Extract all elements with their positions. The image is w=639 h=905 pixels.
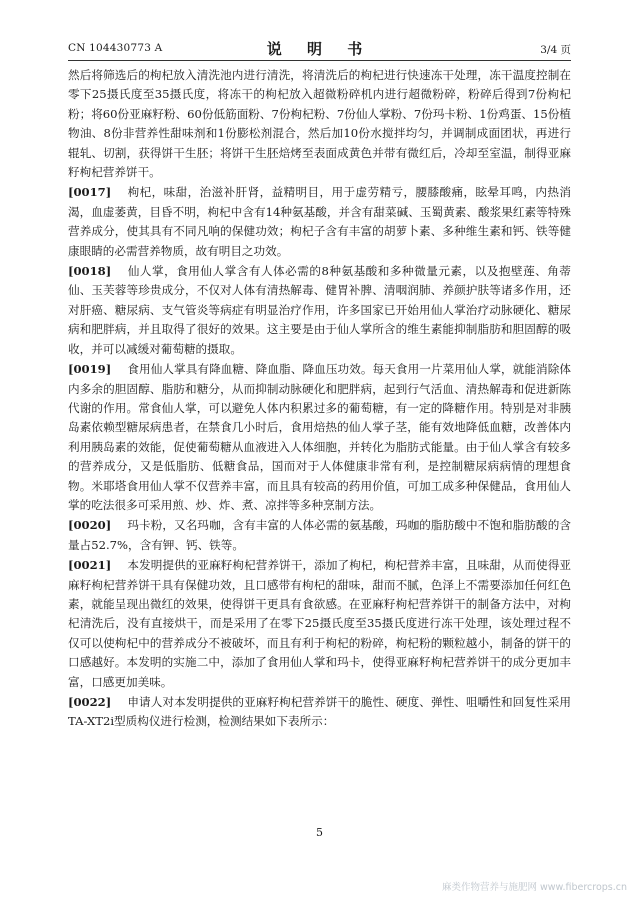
paragraph-0022 — [68, 693, 571, 732]
paragraph-number: [0020] — [68, 518, 112, 533]
paragraph-number: [0022] — [68, 695, 112, 709]
paragraph-text: 申请人对本发明提供的亚麻籽枸杞营养饼干的脆性、硬度、弹性、咀嚼性和回复性采用TA-XT2i型质构仪进行检测，检测结果如下表所示： — [68, 695, 571, 729]
header-rule — [68, 60, 571, 61]
paragraph-0020 — [68, 516, 571, 555]
page-number: 5 — [316, 826, 323, 839]
paragraph-text: 仙人掌，食用仙人掌含有人体必需的8种氨基酸和多种微量元素，以及抱壁莲、角蒂仙、玉芙蓉等珍贵成分，不仅对人体有清热解毒、健胃补脾、清咽润肺、养颜护肤等诸多作用，还对肝癌、糖尿病、支气管炎等病症有明显治疗作用，许多国家已开始用仙人掌治疗动脉硬化、糖尿病和肥胖病，并且取得了很好的效果。这主要是由于仙人掌所含的维生素能抑制脂肪和胆固醇的吸收，并可以减缓对葡萄糖的摄取。 — [68, 264, 571, 356]
paragraph-0019 — [68, 360, 571, 515]
paragraph-text: 然后将筛选后的枸杞放入清洗池内进行清洗，将清洗后的枸杞进行快速冻干处理，冻干温度控制在零下25摄氏度至35摄氏度，将冻干的枸杞放入超微粉碎机内进行超微粉碎，粉碎后得到7份枸杞粉；将60份亚麻籽粉、60份低筋面粉、7份枸杞粉、7份仙人掌粉、7份玛卡粉、1份鸡蛋、15份植物油、8份非营养性甜味剂和1份膨松剂混合，然后加10份水搅拌均匀，并调制成面团状，再进行辊轧、切割，获得饼干生胚；将饼干生胚焙烤至表面成黄色并带有微红后，冷却至室温，制得亚麻籽枸杞营养饼干。 — [68, 68, 571, 180]
paragraph-text: 食用仙人掌具有降血糖、降血脂、降血压功效。每天食用一片菜用仙人掌，就能消除体内多余的胆固醇、脂肪和糖分，从而抑制动脉硬化和肥胖病，起到行气活血、清热解毒和促进新陈代谢的作用。常食仙人掌，可以避免人体内积累过多的葡萄糖，有一定的降糖作用。特别是对非胰岛素依赖型糖尿病患者，在禁食几小时后，食用焙热的仙人掌子茎，能有效地降低血糖，改善体内利用胰岛素的效能，促使葡萄糖从血液进入人体细胞，并转化为脂肪式能量。由于仙人掌含有较多的营养成分，又是低脂肪、低糖食品，国而对于人体健康非常有利，是控制糖尿病病情的理想食物。米耶塔食用仙人掌不仅营养丰富，而且具有较高的药用价值，可加工成多种保健品，食用仙人掌的吃法很多可采用煎、炒、炸、煮、凉拌等多种烹制方法。 — [68, 362, 571, 512]
paragraph-text: 本发明提供的亚麻籽枸杞营养饼干，添加了枸杞，枸杞营养丰富，且味甜，从而使得亚麻籽枸杞营养饼干具有保健功效，且口感带有枸杞的甜味，甜而不腻，色泽上不需要添加任何红色素，就能呈现出微红的效果，使得饼干更具有食欲感。在亚麻籽枸杞营养饼干的制备方法中，对枸杞清洗后，没有直接烘干，而是采用了在零下25摄氏度至35摄氏度进行冻干处理，该处理过程不仅可以使枸杞中的营养成分不被破坏，而且有利于枸杞的粉碎，枸杞粉的颗粒越小，制备的饼干的口感越好。本发明的实施二中，添加了食用仙人掌和玛卡，使得亚麻籽枸杞营养饼干的成分更加丰富，口感更加美味。 — [68, 558, 571, 689]
paragraph-0021 — [68, 556, 571, 692]
page-fraction: 3/4 页 — [540, 44, 571, 56]
paragraph-number: [0021] — [68, 558, 112, 573]
paragraph-continued — [68, 66, 571, 182]
paragraph-text: 玛卡粉，又名玛咖，含有丰富的人体必需的氨基酸，玛咖的脂肪酸中不饱和脂肪酸的含量占52.7%，含有钾、钙、铁等。 — [68, 518, 571, 552]
paragraph-number: [0019] — [68, 362, 112, 377]
site-watermark: 麻类作物营养与施肥网 www.fibercrops.cn — [441, 882, 627, 893]
paragraph-0018 — [68, 262, 571, 359]
paragraph-number: [0017] — [68, 185, 112, 200]
document-body — [68, 66, 571, 733]
paragraph-text: 枸杞，味甜，治滋补肝肾，益精明目，用于虚劳精亏，腰膝酸痛，眩晕耳鸣，内热消渴，血虚萎黄，目昏不明，枸杞中含有14种氨基酸，并含有甜菜碱、玉蜀黄素、酸浆果红素等特殊营养成分，使其具有不同凡响的保健功效；枸杞子含有丰富的胡萝卜素、多种维生素和钙、铁等健康眼睛的必需营养物质，故有明目之功效。 — [68, 185, 571, 258]
page-header — [68, 38, 571, 60]
paragraph-0017 — [68, 183, 571, 261]
document-title: 说 明 书 — [266, 40, 373, 58]
paragraph-number: [0018] — [68, 264, 112, 279]
patent-number: CN 104430773 A — [68, 42, 163, 54]
